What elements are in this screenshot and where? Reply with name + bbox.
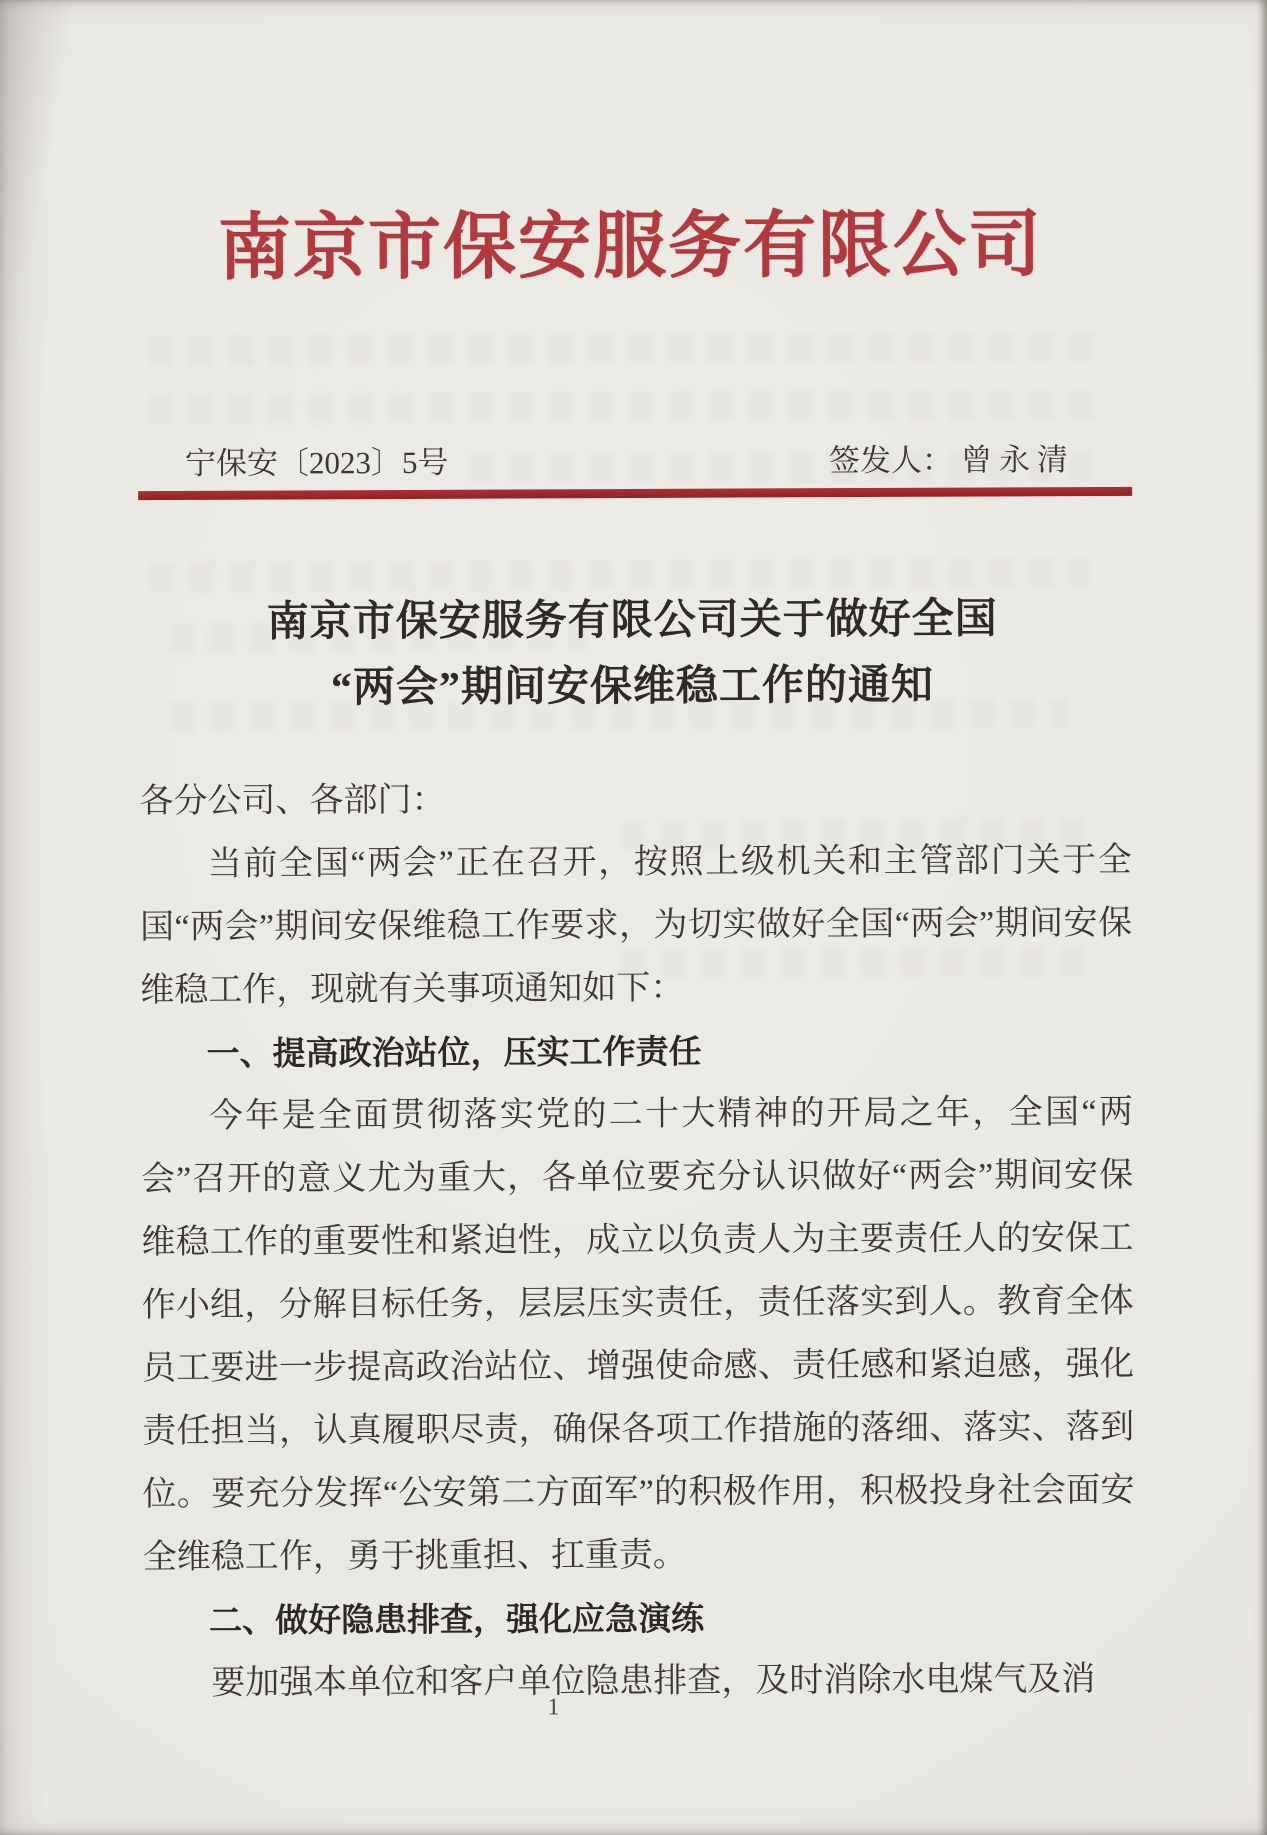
body-paragraph: 当前全国“两会”正在召开，按照上级机关和主管部门关于全国“两会”期间安保维稳工作要求，为切实做好全国“两会”期间安保维稳工作，现就有关事项通知如下： xyxy=(139,841,1133,1010)
body-paragraph: 要加强本单位和客户单位隐患排查，及时消除水电煤气及消 xyxy=(211,1660,1096,1702)
document-title-line2: “两会”期间安保维稳工作的通知 xyxy=(330,662,935,712)
document-title xyxy=(0,585,1266,723)
section-heading: 一、提高政治站位，压实工作责任 xyxy=(206,1032,702,1072)
document-title-line1: 南京市保安服务有限公司关于做好全国 xyxy=(266,596,998,646)
page-number: 1 xyxy=(547,1694,560,1721)
body-paragraph: 各分公司、各部门： xyxy=(139,781,446,821)
issuer-name: 曾永清 xyxy=(960,442,1076,478)
red-separator-line xyxy=(138,487,1132,500)
document-number: 宁保安〔2023〕5号 xyxy=(184,444,449,481)
body-paragraph: 今年是全面贯彻落实党的二十大精神的开局之年，全国“两会”召开的意义尤为重大，各单位要充分认识做好“两会”期间安保维稳工作的重要性和紧迫性，成立以负责人为主要责任人的安保工作小组，分解目标任务，层层压实责任，责任落实到人。教育全体员工要进一步提高政治站位、增强使命感、责任感和紧迫感，强化责任担当，认真履职尽责，确保各项工作措施的落细、落实、落到位。要充分发挥“公安第二方面军”的积极作用，积极投身社会面安全维稳工作，勇于挑重担、扛重责。 xyxy=(141,1093,1135,1577)
bleed-through-artifact xyxy=(148,390,1108,424)
bleed-through-artifact xyxy=(147,332,1107,366)
document-number-row xyxy=(185,434,1075,483)
section-heading: 二、做好隐患排查，强化应急演练 xyxy=(208,1599,705,1639)
letterhead-title: 南京市保安服务有限公司 xyxy=(217,204,1044,289)
issuer xyxy=(829,434,1075,480)
document-body xyxy=(139,766,1135,1715)
issuer-label: 签发人： xyxy=(828,442,954,479)
